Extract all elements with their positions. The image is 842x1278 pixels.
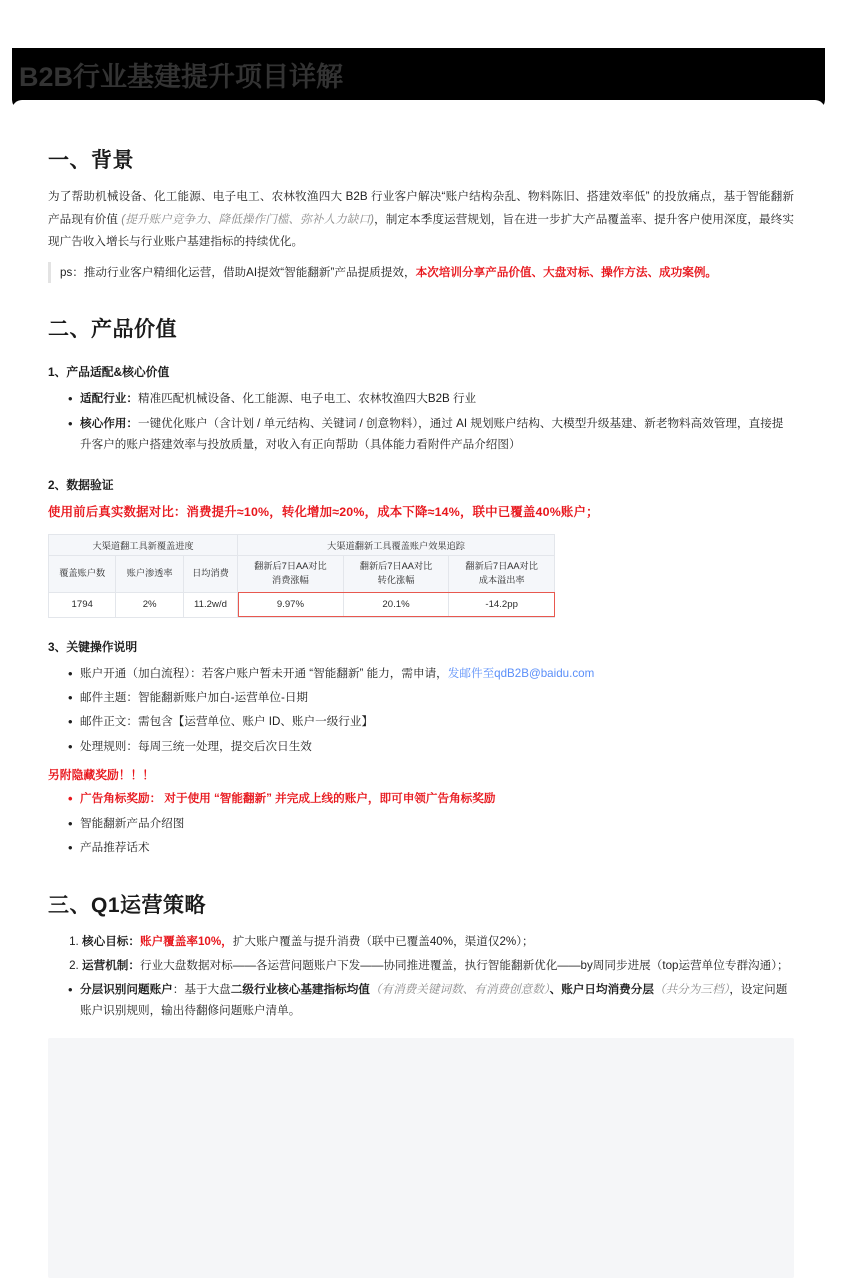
item-lead: 核心目标： — [82, 934, 140, 948]
page-header-banner — [0, 48, 842, 110]
item-lead: 运营机制： — [82, 958, 140, 972]
background-paragraph — [48, 186, 794, 254]
attachment-placeholder-panel — [48, 1038, 794, 1278]
list-item — [82, 931, 794, 953]
bullet-lead: 处理规则： — [80, 739, 138, 753]
reward-bullet-list — [48, 788, 794, 858]
item-text-c: 、 — [549, 982, 562, 996]
bullet-text: 智能翻新账户加白-运营单位-日期 — [137, 690, 309, 704]
ps-prefix-text: ps：推动行业客户精细化运营，借助AI提效“智能翻新”产品提质提效， — [60, 265, 416, 279]
item-text-e: ，设定问题账户识别规则，输出待翻修问题账户清单。 — [80, 982, 788, 1018]
subsection-title-data-validation: 2、数据验证 — [48, 477, 114, 492]
bullet-text: 若客户账户暂未开通 “智能翻新” 能力，需申请， — [201, 666, 448, 680]
item-highlight: 账户覆盖率10%， — [139, 934, 233, 948]
col-header-line1: 覆盖账户数 — [59, 567, 106, 578]
section-heading-q1-strategy: 三、Q1运营策略 — [48, 893, 207, 917]
col-header-accounts — [49, 555, 116, 592]
bullet-lead: 账户开通（加白流程）： — [80, 666, 202, 680]
list-item — [68, 687, 794, 708]
cell-accounts: 1794 — [49, 592, 116, 617]
list-item — [68, 711, 794, 732]
background-paragraph-italic: (提升账户竞争力、降低操作门槛、弥补人力缺口) — [121, 212, 375, 226]
col-header-conversion-growth — [343, 555, 449, 592]
list-item — [68, 413, 794, 456]
hidden-reward-alert: 另附隐藏奖励！！！ — [48, 768, 155, 783]
col-header-line2: 消费涨幅 — [272, 574, 309, 585]
bullet-text: 每周三统一处理，提交后次日生效 — [137, 739, 312, 753]
product-value-bullet-list — [48, 388, 794, 455]
col-header-line1: 翻新后7日AA对比 — [359, 561, 433, 572]
list-item — [68, 979, 794, 1022]
background-ps-note — [48, 262, 794, 283]
item-text: 行业大盘数据对标——各运营问题账户下发——协同推进覆盖，执行智能翻新优化——by周同步进展（top运营单位专群沟通）； — [139, 958, 789, 972]
banner-bar — [12, 48, 825, 100]
cell-penetration: 2% — [116, 592, 183, 617]
list-item — [82, 955, 794, 977]
list-item — [68, 736, 794, 757]
group-header-coverage: 大渠道翻工具新覆盖进度 — [49, 534, 238, 555]
item-lead: 分层识别问题账户 — [80, 982, 173, 996]
list-item: • 产品推荐话术 — [68, 837, 794, 858]
col-header-cost-overflow — [449, 555, 555, 592]
col-header-cost-growth — [238, 555, 344, 592]
item-text-a: ：基于大盘 — [172, 982, 231, 996]
item-italic-2: （共分为三档） — [653, 982, 730, 996]
key-operations-bullet-list — [48, 663, 794, 758]
col-header-penetration — [116, 555, 183, 592]
bullet-lead: 核心作用： — [80, 416, 138, 430]
col-header-line2: 成本溢出率 — [478, 574, 525, 585]
bullet-lead: 适配行业： — [80, 392, 138, 406]
list-item: • 智能翻新产品介绍图 — [68, 813, 794, 834]
table-group-header-row — [49, 534, 555, 555]
table-body — [49, 592, 555, 617]
cell-conversion-growth: 20.1% — [343, 592, 449, 617]
list-item — [68, 663, 794, 684]
bullet-lead: 邮件正文： — [80, 715, 138, 729]
subsection-title-adaptation: 1、产品适配&核心价值 — [48, 365, 170, 380]
q1-strategy-bullet-list — [48, 979, 794, 1022]
email-link[interactable]: 发邮件至qdB2B@baidu.com — [447, 666, 595, 680]
item-text-d: 账户日均消费分层 — [561, 982, 654, 996]
bullet-text: 需包含【运营单位、账户 ID、账户一级行业】 — [137, 715, 374, 729]
banner-bottom-curve — [12, 100, 825, 110]
cell-cost-overflow: -14.2pp — [449, 592, 555, 617]
list-item: • 广告角标奖励： 对于使用 “智能翻新” 并完成上线的账户，即可申领广告角标奖励 — [68, 788, 794, 809]
table-row — [49, 592, 555, 617]
ps-highlight-text: 本次培训分享产品价值、大盘对标、操作方法、成功案例。 — [415, 265, 718, 279]
coverage-effect-table — [48, 534, 555, 618]
cell-cost-growth: 9.97% — [238, 592, 344, 617]
data-validation-headline: 使用前后真实数据对比：消费提升≈10%，转化增加≈20%，成本下降≈14%，联中已覆盖40%账户； — [48, 504, 599, 519]
section-heading-background: 一、背景 — [48, 149, 134, 172]
bullet-text: 精准匹配机械设备、化工能源、电子电工、农林牧渔四大B2B 行业 — [137, 392, 477, 406]
col-header-daily-cost — [183, 555, 237, 592]
document-body — [0, 144, 842, 1278]
col-header-line1: 翻新后7日AA对比 — [465, 561, 538, 572]
bullet-lead: 邮件主题： — [80, 690, 138, 704]
list-item — [68, 388, 794, 409]
section-heading-product-value: 二、产品价值 — [48, 318, 177, 342]
col-header-line1: 日均消费 — [192, 567, 229, 578]
table-head — [49, 534, 555, 592]
subsection-title-key-operations: 3、关键操作说明 — [48, 639, 138, 654]
bullet-text: 一键优化账户（含计划 / 单元结构、关键词 / 创意物料），通过 AI 规划账户结构、大模型升级基建、新老物料高效管理，直接提升客户的账户搭建效率与投放质量，对收入有正向帮助（具体能力看附件产品介绍图） — [80, 416, 784, 452]
item-text-b: 二级行业核心基建指标均值 — [230, 982, 370, 996]
cell-daily-cost: 11.2w/d — [183, 592, 237, 617]
data-table-wrapper — [48, 534, 555, 618]
q1-strategy-ordered-list — [48, 931, 794, 977]
background-paragraph-part1: 为了帮助机械设备、化工能源、电子电工、农林牧渔四大 B2B 行业客户解决“账户结构杂乱、物料陈旧、搭建效率低” 的投放痛点，基于智能翻新产品现有价值 — [48, 190, 794, 226]
group-header-effect: 大渠道翻新工具覆盖账户效果追踪 — [238, 534, 555, 555]
table-column-header-row — [49, 555, 555, 592]
col-header-line2: 转化涨幅 — [377, 574, 415, 585]
col-header-line1: 账户渗透率 — [126, 567, 173, 578]
page-title: B2B行业基建提升项目详解 — [19, 61, 344, 92]
item-text: 扩大账户覆盖与提升消费（联中已覆盖40%，渠道仅2%）； — [232, 934, 534, 948]
col-header-line1: 翻新后7日AA对比 — [254, 561, 327, 572]
background-paragraph-part2: ，制定本季度运营规划，旨在进一步扩大产品覆盖率、提升客户使用深度，最终实现广告收入增长与行业账户基建指标的持续优化。 — [48, 212, 794, 249]
item-italic-1: （有消费关键词数、有消费创意数） — [369, 982, 550, 996]
